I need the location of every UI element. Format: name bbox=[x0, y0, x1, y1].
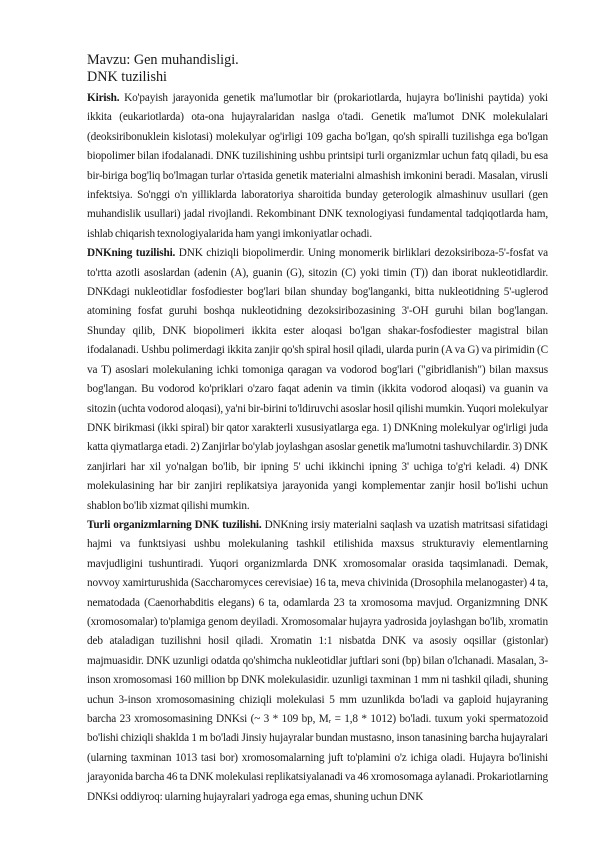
paragraph-text-introduction: Ko'payish jarayonida genetik ma'lumotlar bir (prokariotlarda, hujayra bo'linishi paytida) yoki ikkita (eukariotlarda) ota-ona hujayralaridan naslga o'tadi. Genetik ma'lumot DNK molekulalari (deoksiribonuklein kislotasi) molekulyar og'irligi 109 gacha bo'lgan, qo'sh spiralli tuzilishga ega bo'lgan biopolimer bilan ifodalanadi. DNK tuzilishining ushbu printsipi turli organizmlar uchun fatq qiladi, bu esa bir-biriga bog'liq bo'lmagan turlar o'rtasida genetik materialni almashish imkonini beradi. Masalan, virusli infektsiya. So'nggi o'n yilliklarda laboratoriya sharoitida bunday geterologik almashinuv usullari (gen muhandislik usullari) jadal rivojlandi. Rekombinant DNK texnologiyasi fundamental tadqiqotlarda ham, ishlab chiqarish texnologiyalarida ham yangi imkoniyatlar ochadi. bbox=[87, 92, 548, 240]
paragraph-text-organism-dna: DNKning irsiy materialni saqlash va uzatish matritsasi sifatidagi hajmi va funktsiyasi ushbu molekulaning tashkil etilishida maxsus strukturaviy elementlarning mavjudligini tushuntiradi. Yuqori organizmlarda DNK xromosomalar orasida taqsimlanadi. Demak, novvoy xamirturushida (Saccharomyces cerevisiae) 16 ta, meva chivinida (Drosophila melanogaster) 4 ta, nematodada (Caenorhabditis elegans) 6 ta, odamlarda 23 ta xromosoma mavjud. Organizmning DNK (xromosomalar) to'plamiga genom deyiladi. Xromosomalar hujayra yadrosida joylashgan bo'lib, xromatin deb ataladigan tuzilishni hosil qiladi. Xromatin 1:1 nisbatda DNK va asosiy oqsillar (gistonlar) majmuasidir. DNK uzunligi odatda qo'shimcha nukleotidlar juftlari soni (bp) bilan o'lchanadi. Masalan, 3-inson xromosomasi 160 million bp DNK molekulasidir. uzunligi taxminan 1 mm ni tashkil qiladi, shuning uchun 3-inson xromosomasining chiziqli molekulasi 5 mm uzunlikda bo'ladi va gaploid hujayraning barcha 23 xromosomasining DNKsi (~ 3 * 109 bp, Mᵣ = 1,8 * 1012) bo'ladi. tuxum yoki spermatozoid bo'lishi chiziqli shaklda 1 m bo'ladi Jinsiy hujayralar bundan mustasno, inson tanasining barcha hujayralari (ularning taxminan 1013 tasi bor) xromosomalarning juft to'plamini o'z ichiga oladi. Hujayra bo'linishi jarayonida barcha 46 ta DNK molekulasi replikatsiyalanadi va 46 xromosomaga aylanadi. Prokariotlarning DNKsi oddiyroq: ularning hujayralari yadroga ega emas, shuning uchun DNK bbox=[87, 518, 548, 803]
paragraph-heading-dna-structure: DNKning tuzilishi. bbox=[87, 247, 176, 260]
paragraph-introduction bbox=[87, 89, 548, 244]
document-subtitle: DNK tuzilishi bbox=[87, 69, 167, 85]
paragraph-dna-structure bbox=[87, 244, 548, 516]
paragraph-organism-dna bbox=[87, 516, 548, 807]
document-title: Mavzu: Gen muhandisligi. bbox=[87, 52, 239, 68]
paragraph-text-dna-structure: DNK chiziqli biopolimerdir. Uning monomerik birliklari dezoksiriboza-5'-fosfat va to'rtta azotli asoslardan (adenin (A), guanin (G), sitozin (C) yoki timin (T)) dan iborat nukleotidlardir. DNKdagi nukleotidlar fosfodiester bog'lari bilan shunday bog'langanki, bitta nukleotidning 5'-uglerod atomining fosfat guruhi boshqa nukleotidning dezoksiribozasining 3'-OH guruhi bilan bog'langan. Shunday qilib, DNK biopolimeri ikkita ester aloqasi bo'lgan shakar-fosfodiester magistral bilan ifodalanadi. Ushbu polimerdagi ikkita zanjir qo'sh spiral hosil qiladi, ularda purin (A va G) va pirimidin (C va T) asoslari molekulaning ichki tomoniga qaragan va vodorod bog'lari ("gibridlanish") bilan maxsus bog'langan. Bu vodorod ko'priklari o'zaro faqat adenin va timin (ikkita vodorod aloqasi) va guanin va sitozin (uchta vodorod aloqasi), ya'ni bir-birini to'ldiruvchi asoslar hosil qilishi mumkin. Yuqori molekulyar DNK birikmasi (ikki spiral) bir qator xarakterli xususiyatlarga ega. 1) DNKning molekulyar og'irligi juda katta qiymatlarga etadi. 2) Zanjirlar bo'ylab joylashgan asoslar genetik ma'lumotni tashuvchilardir. 3) DNK zanjirlari har xil yo'nalgan bo'lib, bir ipning 5' uchi ikkinchi ipning 3' uchiga to'g'ri keladi. 4) DNK molekulasining har bir zanjiri replikatsiya jarayonida yangi komplementar zanjir hosil bo'lishi uchun shablon bo'lib xizmat qilishi mumkin. bbox=[87, 247, 548, 512]
paragraph-heading-organism-dna: Turli organizmlarning DNK tuzilishi. bbox=[87, 518, 262, 531]
paragraph-heading-introduction: Kirish. bbox=[87, 92, 120, 104]
